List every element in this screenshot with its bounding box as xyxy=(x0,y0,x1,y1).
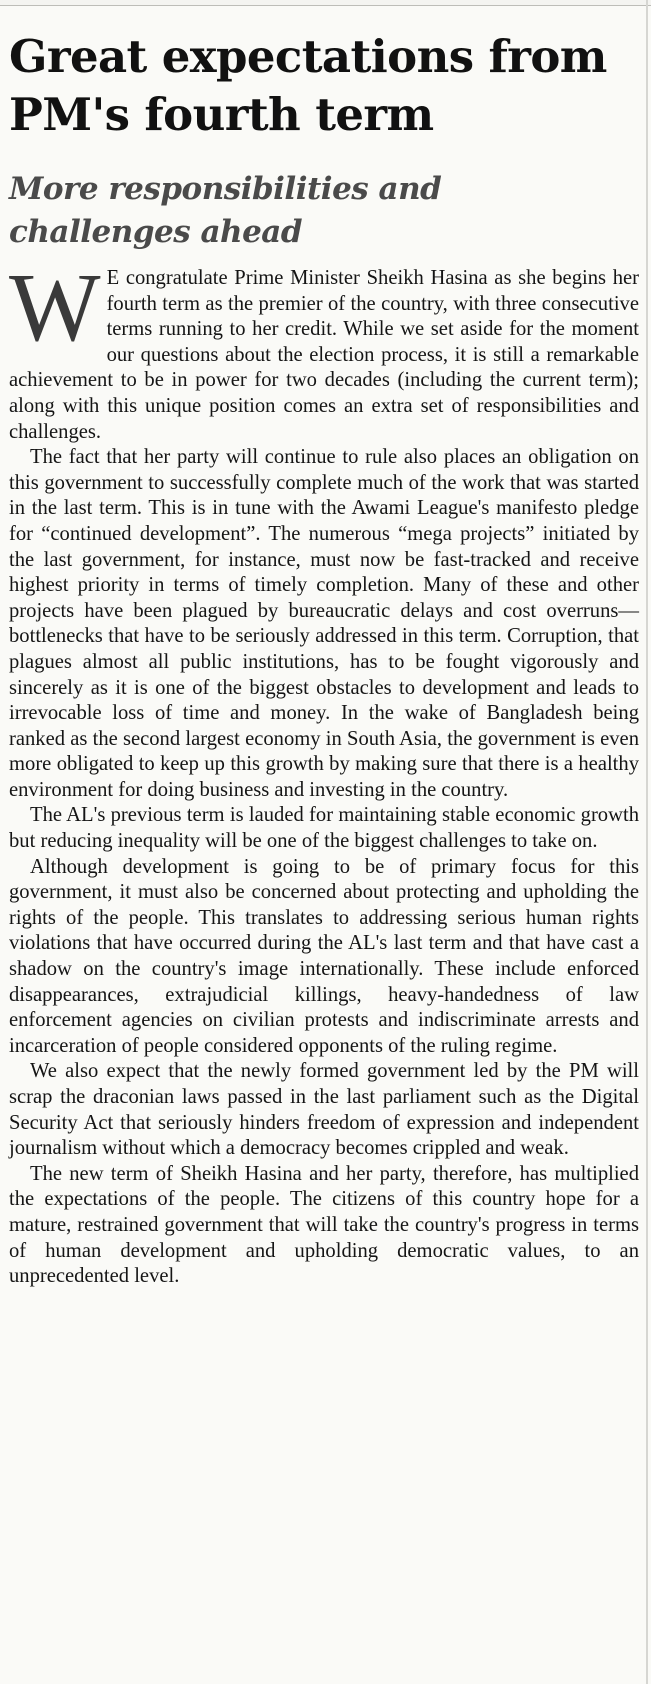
paragraph-2: The fact that her party will continue to rule also places an obligation on this government to successfully complete much of the work that was started in the last term. This is in tune with the Awami League's manifesto pledge for “continued development”. The numerous “mega projects” initiated by the last government, for instance, must now be fast-tracked and receive highest priority in terms of timely completion. Many of these and other projects have been plagued by bureaucratic delays and cost overruns—bottlenecks that have to be seriously addressed in this term. Corruption, that plagues almost all public institutions, has to be fought vigorously and sincerely as it is one of the biggest obstacles to development and leads to irrevocable loss of time and money. In the wake of Bangladesh being ranked as the second largest economy in South Asia, the government is even more obligated to keep up this growth by making sure that there is a healthy environment for doing business and investing in the country. xyxy=(9,446,639,801)
column-rule xyxy=(646,0,648,1684)
top-rule xyxy=(0,5,651,6)
paragraph-3: The AL's previous term is lauded for maintaining stable economic growth but reducing inequality will be one of the biggest challenges to take on. xyxy=(9,804,639,853)
paragraph-6: The new term of Sheikh Hasina and her party, therefore, has multiplied the expectations of the people. The citizens of this country hope for a mature, restrained government that will take the country's progress in terms of human development and upholding democratic values, to an unprecedented level. xyxy=(9,1162,639,1288)
drop-cap: W xyxy=(9,254,101,361)
headline: Great expectations from PM's fourth term xyxy=(9,30,607,141)
paragraph-1-text: E congratulate Prime Minister Sheikh Hasina as she begins her fourth term as the premier of the country, with three consecutive terms running to her credit. While we set aside for the moment our questions about the election process, it is still a remarkable achievement to be in power for two decades (including the current term); along with this unique position comes an extra set of responsibilities and challenges. xyxy=(9,267,639,443)
paragraph-5: We also expect that the newly formed government led by the PM will scrap the draconian laws passed in the last parliament such as the Digital Security Act that seriously hinders freedom of expression and independent journalism without which a democracy becomes crippled and weak. xyxy=(9,1060,639,1160)
paragraph-4: Although development is going to be of primary focus for this government, it must also be concerned about protecting and upholding the rights of the people. This translates to addressing serious human rights violations that have occurred during the AL's last term and that have cast a shadow on the country's image internationally. These include enforced disappearances, extrajudicial killings, heavy-handedness of law enforcement agencies on civilian protests and indiscriminate arrests and incarceration of people considered opponents of the ruling regime. xyxy=(9,855,639,1057)
subheadline: More responsibilities and challenges ahead xyxy=(9,171,442,250)
article-body xyxy=(9,254,639,1290)
paragraph-1 xyxy=(9,254,639,445)
